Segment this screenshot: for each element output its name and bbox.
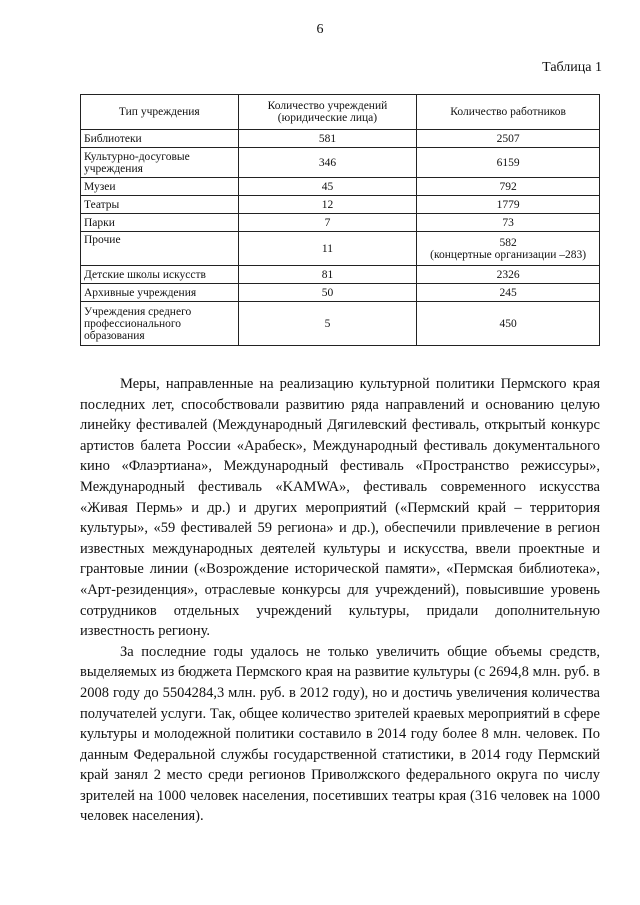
- cell-workers: 2326: [417, 266, 600, 284]
- table-row: [81, 284, 600, 302]
- body-text: [80, 374, 600, 827]
- cell-workers: 2507: [417, 130, 600, 148]
- cell-type: Парки: [81, 214, 239, 232]
- cell-workers-with-note: [417, 232, 600, 266]
- cell-count: 581: [238, 130, 417, 148]
- cell-count: 7: [238, 214, 417, 232]
- cell-workers: 6159: [417, 148, 600, 178]
- page-number: 6: [316, 22, 324, 37]
- header-workers: Количество работников: [417, 95, 600, 130]
- cell-type: Библиотеки: [81, 130, 239, 148]
- institutions-table: [80, 94, 600, 346]
- table-row: [81, 214, 600, 232]
- table-row: [81, 196, 600, 214]
- cell-count: 81: [238, 266, 417, 284]
- cell-type: Архивные учреждения: [81, 284, 239, 302]
- cell-count: 346: [238, 148, 417, 178]
- cell-workers: 582: [499, 236, 517, 249]
- cell-count: 50: [238, 284, 417, 302]
- table-caption: Таблица 1: [542, 60, 602, 75]
- table-row: [81, 302, 600, 346]
- header-type: Тип учреждения: [81, 95, 239, 130]
- cell-workers: 73: [417, 214, 600, 232]
- cell-type: Учреждения среднего профессионального образования: [81, 302, 239, 346]
- cell-note: (концертные организации –283): [430, 248, 587, 261]
- cell-count: 11: [238, 232, 417, 266]
- cell-workers: 450: [417, 302, 600, 346]
- cell-workers: 1779: [417, 196, 600, 214]
- paragraph: Меры, направленные на реализацию культурной политики Пермского края последних лет, способствовали развитию ряда направлений и основанию целую линейку фестивалей (Международный Дягилевский фестиваль, открытый конкурс артистов балета России «Арабеск», Международный фестиваль документального кино «Флаэртиана», Международный фестиваль «Пространство режиссуры», Международный фестиваль «KAMWA», фестиваль современного искусства «Живая Пермь» и др.) и других мероприятий («Пермский край – территория культуры», «59 фестивалей 59 региона» и др.), обеспечили привлечение в регион известных международных деятелей культуры и искусства, ввели проектные и грантовые линии («Возрождение исторической памяти», «Пермская библиотека», «Арт-резиденция», отраслевые конкурсы для учреждений), повысившие уровень сотрудников отдельных учреждений культуры, придали дополнительную известность региону.: [80, 376, 600, 640]
- cell-type: Культурно-досуговые учреждения: [81, 148, 239, 178]
- table-row: [81, 266, 600, 284]
- header-count: Количество учреждений (юридические лица): [238, 95, 417, 130]
- cell-count: 5: [238, 302, 417, 346]
- cell-workers: 792: [417, 178, 600, 196]
- cell-type: Музеи: [81, 178, 239, 196]
- table-row: [81, 232, 600, 266]
- paragraph: За последние годы удалось не только увеличить общие объемы средств, выделяемых из бюджета Пермского края на развитие культуры (с 2694,8 млн. руб. в 2008 году до 5504284,3 млн. руб. в 2012 году), но и достичь увеличения количества получателей услуги. Так, общее количество зрителей краевых мероприятий в сфере культуры и молодежной политики составило в 2014 году более 8 млн. человек. По данным Федеральной службы государственной статистики, в 2014 году Пермский край занял 2 место среди регионов Приволжского федерального округа по числу зрителей на 1000 человек населения, посетивших театры края (316 человек на 1000 человек населения).: [80, 643, 600, 825]
- table-row: [81, 148, 600, 178]
- table-row: [81, 178, 600, 196]
- cell-type: Театры: [81, 196, 239, 214]
- cell-count: 45: [238, 178, 417, 196]
- cell-workers: 245: [417, 284, 600, 302]
- cell-count: 12: [238, 196, 417, 214]
- table-header-row: [81, 95, 600, 130]
- cell-type: Детские школы искусств: [81, 266, 239, 284]
- table-row: [81, 130, 600, 148]
- cell-type: Прочие: [81, 232, 239, 266]
